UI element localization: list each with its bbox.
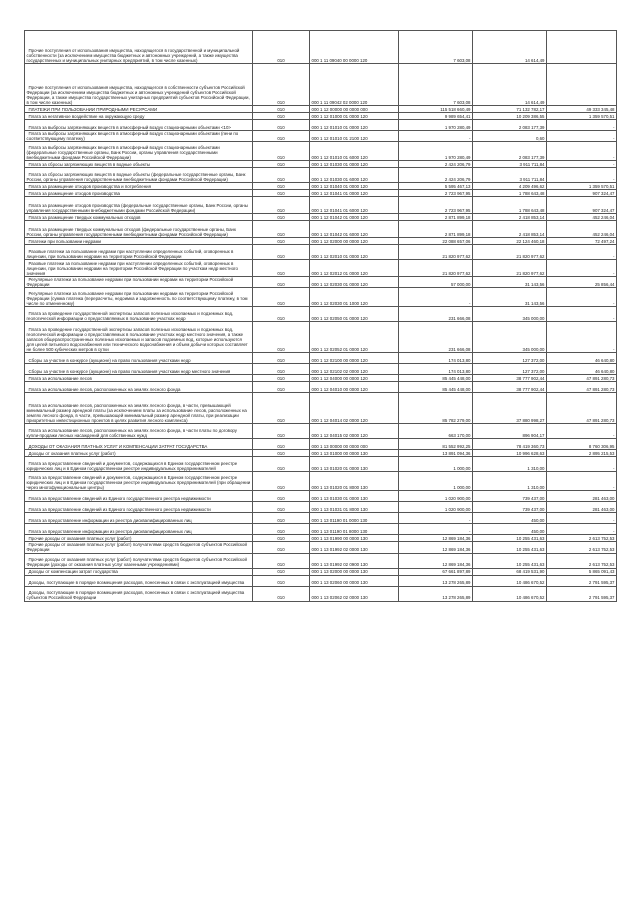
table-row [25, 322, 617, 353]
row-line-code: 010 [253, 575, 310, 586]
row-name: ДОХОДЫ ОТ ОКАЗАНИЯ ПЛАТНЫХ УСЛУГ И КОМПЕНСАЦИИ ЗАТРАТ ГОСУДАРСТВА [25, 439, 253, 450]
row-unexecuted-amount: - [547, 457, 617, 472]
row-line-code: 010 [253, 353, 310, 364]
row-executed-amount: 345 000,00 [473, 322, 547, 353]
row-executed-amount: 22 124 460,18 [473, 238, 547, 245]
row-line-code: 010 [253, 214, 310, 221]
row-line-code: 010 [253, 553, 310, 568]
row-approved-amount: 2 871 899,18 [399, 221, 473, 238]
row-budget-code: 000 1 12 01042 01 6000 120 [310, 221, 399, 238]
row-line-code: 010 [253, 586, 310, 601]
row-approved-amount: 85 445 448,00 [399, 375, 473, 382]
table-row [25, 31, 617, 64]
table-row [25, 106, 617, 113]
row-budget-code: 000 1 12 01000 01 0000 120 [310, 113, 399, 120]
row-unexecuted-amount: 8 760 306,95 [547, 439, 617, 450]
row-line-code: 010 [253, 472, 310, 491]
row-unexecuted-amount: 2 791 595,37 [547, 575, 617, 586]
row-executed-amount: 127 372,00 [473, 353, 547, 364]
row-executed-amount: 4 209 496,62 [473, 183, 547, 190]
row-unexecuted-amount: - [547, 524, 617, 535]
row-executed-amount: 31 143,56 [473, 277, 547, 288]
row-unexecuted-amount: - [547, 131, 617, 142]
row-budget-code: 000 1 12 02052 01 0000 120 [310, 322, 399, 353]
row-executed-amount: 14 614,49 [473, 64, 547, 106]
row-name: Плата за использование лесов, расположенных на землях лесного фонда [25, 382, 253, 393]
table-row [25, 168, 617, 183]
row-line-code: 010 [253, 221, 310, 238]
row-budget-code: 000 1 13 01190 01 8000 130 [310, 524, 399, 535]
row-budget-code: 000 1 13 01000 00 0000 130 [310, 450, 399, 457]
table-row [25, 277, 617, 288]
row-unexecuted-amount: 47 891 280,73 [547, 382, 617, 393]
table-row [25, 568, 617, 575]
row-executed-amount: 78 419 360,73 [473, 439, 547, 450]
row-unexecuted-amount: 452 246,04 [547, 221, 617, 238]
row-executed-amount: 739 437,00 [473, 502, 547, 513]
row-approved-amount: - [399, 513, 473, 524]
row-name: Доходы, поступающие в порядке возмещения расходов, понесенных в связи с эксплуатацией имущества [25, 575, 253, 586]
row-executed-amount: 2 083 177,39 [473, 120, 547, 131]
row-name: Прочие поступления от использования имущества, находящегося в государственной и муниципальной собственности (за исключением имущества бюджетных и автономных учреждений, а также имущества государственных и муниципальных унитарных предприятий, в том числе казенных) [25, 31, 253, 64]
row-unexecuted-amount [547, 31, 617, 64]
row-name: Доходы, поступающие в порядке возмещения расходов, понесенных в связи с эксплуатацией имущества субъектов Российской Федерации [25, 586, 253, 601]
row-name: Плата за предоставление сведений и документов, содержащихся в Едином государственном реестре юридических лиц и в Едином государственном реестре индивидуальных предпринимателей [25, 457, 253, 472]
row-line-code: 010 [253, 375, 310, 382]
row-name: Плата за размещение отходов производства (федеральные государственные органы, Банк России, органы управления государственными внебюджетными фондами Российской Федерации) [25, 197, 253, 214]
row-name: Плата за размещение отходов производства [25, 190, 253, 197]
row-name: Сборы за участие в конкурсе (аукционе) на право пользования участками недр [25, 353, 253, 364]
row-budget-code: 000 1 12 01042 01 0000 120 [310, 214, 399, 221]
revenue-table-body [25, 31, 617, 602]
table-row [25, 424, 617, 439]
row-approved-amount: 1 020 900,00 [399, 502, 473, 513]
row-unexecuted-amount: 2 791 595,37 [547, 586, 617, 601]
table-row [25, 131, 617, 142]
row-budget-code: 000 1 12 01010 01 2100 120 [310, 131, 399, 142]
row-approved-amount: 9 989 654,41 [399, 113, 473, 120]
table-row [25, 450, 617, 457]
row-name: Плата за размещение твердых коммунальных отходов [25, 214, 253, 221]
table-row [25, 113, 617, 120]
row-executed-amount: 345 000,00 [473, 307, 547, 322]
row-executed-amount: 68 419 531,90 [473, 568, 547, 575]
row-budget-code: 000 1 12 04015 02 0000 120 [310, 424, 399, 439]
row-unexecuted-amount: 47 891 280,73 [547, 375, 617, 382]
row-line-code: 010 [253, 502, 310, 513]
table-row [25, 161, 617, 168]
row-line-code: 010 [253, 245, 310, 260]
row-unexecuted-amount: 47 891 280,73 [547, 393, 617, 424]
row-executed-amount: 1 788 643,48 [473, 197, 547, 214]
row-approved-amount: 231 666,08 [399, 322, 473, 353]
row-executed-amount: 21 820 977,62 [473, 245, 547, 260]
row-budget-code: 000 1 13 01990 00 0000 130 [310, 535, 399, 542]
row-approved-amount: - [399, 288, 473, 307]
row-name: Плата за проведение государственной экспертизы запасов полезных ископаемых и подземных вод, геологической информации о предоставляемых в пользование участках недр местного значения, а также запасов общераспространенных полезных ископаемых и запасов подземных вод, которые используются для целей питьевого водоснабжения или технического водоснабжения и объем добычи которых составляет не более 500 кубических метров в сутки [25, 322, 253, 353]
row-budget-code: 000 1 12 02030 01 1000 120 [310, 288, 399, 307]
row-line-code: 010 [253, 142, 310, 161]
row-unexecuted-amount: 46 640,80 [547, 364, 617, 375]
row-name: Разовые платежи за пользование недрами при наступлении определенных событий, оговоренных в лицензии, при пользовании недрами на территории Российской Федерации [25, 245, 253, 260]
row-budget-code: 000 1 12 02010 01 0000 120 [310, 245, 399, 260]
row-name: Плата за проведение государственной экспертизы запасов полезных ископаемых и подземных вод, геологической информации о предоставляемых в пользование участках недр [25, 307, 253, 322]
table-row [25, 502, 617, 513]
row-budget-code: 000 1 12 01040 01 0000 120 [310, 183, 399, 190]
row-name: Плата за предоставление информации из реестра дисквалифицированных лиц [25, 524, 253, 535]
row-budget-code: 000 1 13 02060 00 0000 130 [310, 575, 399, 586]
row-executed-amount: 37 880 998,27 [473, 393, 547, 424]
row-line-code: 010 [253, 197, 310, 214]
row-line-code: 010 [253, 542, 310, 553]
row-unexecuted-amount: - [547, 245, 617, 260]
row-approved-amount: - [399, 524, 473, 535]
row-executed-amount: 38 777 902,44 [473, 382, 547, 393]
row-unexecuted-amount: 2 613 752,53 [547, 542, 617, 553]
row-unexecuted-amount: 907 324,47 [547, 197, 617, 214]
row-line-code: 010 [253, 322, 310, 353]
row-executed-amount: 2 418 853,14 [473, 214, 547, 221]
row-executed-amount: 450,00 [473, 524, 547, 535]
row-name: Плата за выбросы загрязняющих веществ в атмосферный воздух стационарными объектами (федеральные государственные органы, Банк России, органы управления государственными внебюджетными фондами Российской Федерации) [25, 142, 253, 161]
row-approved-amount: 85 782 279,00 [399, 393, 473, 424]
row-executed-amount: 10 486 670,52 [473, 586, 547, 601]
row-line-code: 010 [253, 424, 310, 439]
table-row [25, 575, 617, 586]
row-unexecuted-amount: 2 613 752,53 [547, 535, 617, 542]
row-line-code: 010 [253, 31, 310, 64]
table-row [25, 439, 617, 450]
row-name: Прочие поступления от использования имущества, находящегося в собственности субъектов Российской Федерации (за исключением имущества бюджетных и автономных учреждений субъектов Российской Федерации, а также имущества государственных унитарных предприятий субъектов Российской Федерации, в том числе казенных) [25, 64, 253, 106]
row-unexecuted-amount: 281 463,00 [547, 491, 617, 502]
row-name: Плата за выбросы загрязняющих веществ в атмосферный воздух стационарными объектами (пени по соответствующему платежу) [25, 131, 253, 142]
row-name: Регулярные платежи за пользование недрами при пользовании недрами на территории Российской Федерации [25, 277, 253, 288]
row-unexecuted-amount: 907 324,47 [547, 190, 617, 197]
row-line-code: 010 [253, 183, 310, 190]
row-budget-code: 000 1 11 09042 02 0000 120 [310, 64, 399, 106]
row-approved-amount: 12 869 184,36 [399, 535, 473, 542]
row-name: Плата за предоставление сведений из Единого государственного реестра недвижимости [25, 502, 253, 513]
revenue-table [24, 30, 617, 602]
row-name: Сборы за участие в конкурсе (аукционе) на право пользования участками недр местного значения [25, 364, 253, 375]
table-row [25, 190, 617, 197]
table-row [25, 542, 617, 553]
row-budget-code: 000 1 12 01041 01 0000 120 [310, 190, 399, 197]
row-name: Прочие доходы от оказания платных услуг (работ) получателями средств бюджетов субъектов Российской Федерации (доходы от оказания платных услуг казенными учреждениями) [25, 553, 253, 568]
row-line-code: 010 [253, 513, 310, 524]
row-executed-amount: 10 255 431,63 [473, 553, 547, 568]
row-name: Плата за размещение отходов производства и потребления [25, 183, 253, 190]
table-row [25, 524, 617, 535]
row-name: Плата за сбросы загрязняющих веществ в водные объекты [25, 161, 253, 168]
row-approved-amount: 12 869 184,36 [399, 553, 473, 568]
table-row [25, 245, 617, 260]
row-line-code: 010 [253, 120, 310, 131]
row-unexecuted-amount: - [547, 168, 617, 183]
table-row [25, 472, 617, 491]
row-budget-code: 000 1 12 01030 01 6000 120 [310, 168, 399, 183]
row-name: Регулярные платежи за пользование недрами при пользовании недрами на территории Российской Федерации (сумма платежа (перерасчеты, недоимка и задолженность по соответствующему платежу, в том числе по отмененному) [25, 288, 253, 307]
row-unexecuted-amount: - [547, 513, 617, 524]
table-row [25, 120, 617, 131]
table-row [25, 353, 617, 364]
row-executed-amount: 896 904,17 [473, 424, 547, 439]
row-unexecuted-amount: 72 497,24 [547, 238, 617, 245]
row-name: Плата за предоставление информации из реестра дисквалифицированных лиц [25, 513, 253, 524]
row-budget-code: 000 1 12 04000 00 0000 120 [310, 375, 399, 382]
row-budget-code: 000 1 12 02012 01 0000 120 [310, 260, 399, 277]
row-budget-code: 000 1 12 02050 01 0000 120 [310, 307, 399, 322]
row-unexecuted-amount: - [547, 142, 617, 161]
table-row [25, 393, 617, 424]
row-approved-amount: 115 518 660,49 [399, 106, 473, 113]
row-executed-amount: 38 777 902,44 [473, 375, 547, 382]
row-executed-amount: 1 310,00 [473, 457, 547, 472]
row-approved-amount: 2 424 206,79 [399, 161, 473, 168]
row-budget-code: 000 1 12 01010 01 6000 120 [310, 142, 399, 161]
row-budget-code: 000 1 13 00000 00 0000 000 [310, 439, 399, 450]
row-line-code: 010 [253, 393, 310, 424]
row-unexecuted-amount [547, 64, 617, 106]
row-approved-amount: 174 013,80 [399, 353, 473, 364]
row-approved-amount: 12 869 184,36 [399, 542, 473, 553]
row-budget-code: 000 1 13 01992 02 0000 130 [310, 542, 399, 553]
table-row [25, 586, 617, 601]
row-unexecuted-amount: - [547, 260, 617, 277]
row-name: Доходы от компенсации затрат государства [25, 568, 253, 575]
row-name: Плата за предоставление сведений из Единого государственного реестра недвижимости [25, 491, 253, 502]
table-row [25, 513, 617, 524]
row-line-code: 010 [253, 64, 310, 106]
row-unexecuted-amount: 49 333 345,48 [547, 106, 617, 113]
row-name: Плата за использование лесов [25, 375, 253, 382]
row-line-code: 010 [253, 491, 310, 502]
table-row [25, 64, 617, 106]
row-name: Плата за использование лесов, расположенных на землях лесного фонда, в части платы по договору купли-продажи лесных насаждений для собственных нужд [25, 424, 253, 439]
row-budget-code: 000 1 11 09040 00 0000 120 [310, 31, 399, 64]
row-line-code: 010 [253, 260, 310, 277]
row-unexecuted-amount: - [547, 120, 617, 131]
row-budget-code: 000 1 12 00000 00 0000 000 [310, 106, 399, 113]
row-unexecuted-amount: 1 359 570,51 [547, 183, 617, 190]
row-unexecuted-amount: - [547, 161, 617, 168]
row-approved-amount: 13 278 265,89 [399, 575, 473, 586]
row-budget-code: 000 1 12 01041 01 6000 120 [310, 197, 399, 214]
row-unexecuted-amount: 25 856,44 [547, 277, 617, 288]
row-line-code: 010 [253, 457, 310, 472]
row-executed-amount: 127 372,00 [473, 364, 547, 375]
row-approved-amount: 1 000,00 [399, 472, 473, 491]
row-executed-amount: 10 996 628,63 [473, 450, 547, 457]
row-name: Плата за использование лесов, расположенных на землях лесного фонда, в части, превышающей минимальный размер арендной платы (за исключением платы за использование лесов, расположенных на землях лесного фонда, в части, превышающей минимальный размер арендной платы, при реализации приоритетных инвестиционных проектов в целях развития лесного комплекса) [25, 393, 253, 424]
row-executed-amount: 10 209 386,55 [473, 113, 547, 120]
row-approved-amount: 2 723 967,95 [399, 190, 473, 197]
row-approved-amount: 1 970 280,49 [399, 120, 473, 131]
table-row [25, 214, 617, 221]
row-line-code: 010 [253, 161, 310, 168]
row-budget-code: 000 1 12 04010 00 0000 120 [310, 382, 399, 393]
row-approved-amount: 85 445 448,00 [399, 382, 473, 393]
table-row [25, 260, 617, 277]
row-budget-code: 000 1 13 01020 01 8000 130 [310, 472, 399, 491]
row-unexecuted-amount: 281 463,00 [547, 502, 617, 513]
row-approved-amount: 2 871 899,18 [399, 214, 473, 221]
row-approved-amount: 5 595 467,13 [399, 183, 473, 190]
row-budget-code: 000 1 13 01020 01 0000 130 [310, 457, 399, 472]
row-name: Плата за предоставление сведений и документов, содержащихся в Едином государственном реестре юридических лиц и в Едином государственном реестре индивидуальных предпринимателей (при обращении через многофункциональные центры) [25, 472, 253, 491]
row-executed-amount: 10 255 431,63 [473, 542, 547, 553]
row-approved-amount: 21 820 977,62 [399, 260, 473, 277]
row-unexecuted-amount: - [547, 307, 617, 322]
row-approved-amount: 13 891 094,36 [399, 450, 473, 457]
row-budget-code: 000 1 12 02030 01 0000 120 [310, 277, 399, 288]
row-approved-amount: 2 424 206,79 [399, 168, 473, 183]
table-row [25, 375, 617, 382]
row-line-code: 010 [253, 131, 310, 142]
row-executed-amount: 2 418 853,14 [473, 221, 547, 238]
row-line-code: 010 [253, 450, 310, 457]
row-unexecuted-amount: - [547, 288, 617, 307]
row-executed-amount: 450,00 [473, 513, 547, 524]
row-budget-code: 000 1 12 01030 01 0000 120 [310, 161, 399, 168]
row-approved-amount: 21 820 977,62 [399, 245, 473, 260]
row-approved-amount: 67 661 897,89 [399, 568, 473, 575]
row-approved-amount: - [399, 131, 473, 142]
row-approved-amount: 7 603,08 [399, 31, 473, 64]
row-approved-amount: 81 552 992,25 [399, 439, 473, 450]
table-row [25, 238, 617, 245]
row-unexecuted-amount: 5 865 091,43 [547, 568, 617, 575]
row-line-code: 010 [253, 524, 310, 535]
table-row [25, 553, 617, 568]
row-budget-code: 000 1 13 01031 01 8000 130 [310, 502, 399, 513]
table-row [25, 457, 617, 472]
report-page [24, 30, 616, 602]
row-line-code: 010 [253, 364, 310, 375]
row-executed-amount: 3 911 711,84 [473, 168, 547, 183]
row-line-code: 010 [253, 535, 310, 542]
row-line-code: 010 [253, 307, 310, 322]
row-unexecuted-amount: 452 246,04 [547, 214, 617, 221]
row-name: Разовые платежи за пользование недрами при наступлении определенных событий, оговоренных в лицензии, при пользовании недрами на территории Российской Федерации по участкам недр местного значения [25, 260, 253, 277]
row-unexecuted-amount: 2 895 215,53 [547, 450, 617, 457]
row-line-code: 010 [253, 168, 310, 183]
row-approved-amount: 1 020 900,00 [399, 491, 473, 502]
row-executed-amount: 2 083 177,39 [473, 142, 547, 161]
row-executed-amount: 31 143,56 [473, 288, 547, 307]
row-name: Плата за сбросы загрязняющих веществ в водные объекты (федеральные государственные органы, Банк России, органы управления государственными внебюджетными фондами Российской Федерации) [25, 168, 253, 183]
row-unexecuted-amount: 2 613 752,53 [547, 553, 617, 568]
row-executed-amount: 10 486 670,52 [473, 575, 547, 586]
row-budget-code: 000 1 12 01010 01 0000 120 [310, 120, 399, 131]
row-name: Прочие доходы от оказания платных услуг (работ) получателями средств бюджетов субъектов Российской Федерации [25, 542, 253, 553]
row-name: ПЛАТЕЖИ ПРИ ПОЛЬЗОВАНИИ ПРИРОДНЫМИ РЕСУРСАМИ [25, 106, 253, 113]
row-approved-amount: 22 088 657,06 [399, 238, 473, 245]
row-budget-code: 000 1 13 02000 00 0000 130 [310, 568, 399, 575]
table-row [25, 382, 617, 393]
row-name: Плата за размещение твердых коммунальных отходов (федеральные государственные органы, Банк России, органы управления государственными внебюджетными фондами Российской Федерации) [25, 221, 253, 238]
row-approved-amount: 1 970 280,49 [399, 142, 473, 161]
row-executed-amount: 1 788 643,48 [473, 190, 547, 197]
table-row [25, 364, 617, 375]
table-row [25, 288, 617, 307]
row-approved-amount: 231 666,08 [399, 307, 473, 322]
row-line-code: 010 [253, 277, 310, 288]
row-executed-amount: 1 310,00 [473, 472, 547, 491]
row-line-code: 010 [253, 113, 310, 120]
row-budget-code: 000 1 12 02000 00 0000 120 [310, 238, 399, 245]
row-approved-amount: 7 603,08 [399, 64, 473, 106]
row-approved-amount: 174 013,80 [399, 364, 473, 375]
row-name: Плата за выбросы загрязняющих веществ в атмосферный воздух стационарными объектами <10> [25, 120, 253, 131]
table-row [25, 197, 617, 214]
row-unexecuted-amount: - [547, 472, 617, 491]
row-approved-amount: 1 000,00 [399, 457, 473, 472]
row-approved-amount: 663 170,00 [399, 424, 473, 439]
row-executed-amount: 3 911 711,84 [473, 161, 547, 168]
row-executed-amount: 739 437,00 [473, 491, 547, 502]
row-line-code: 010 [253, 288, 310, 307]
row-budget-code: 000 1 12 02102 02 0000 120 [310, 364, 399, 375]
row-name: Доходы от оказания платных услуг (работ) [25, 450, 253, 457]
row-line-code: 010 [253, 106, 310, 113]
row-budget-code: 000 1 13 02062 02 0000 130 [310, 586, 399, 601]
row-line-code: 010 [253, 238, 310, 245]
row-name: Платежи при пользовании недрами [25, 238, 253, 245]
row-name: Плата за негативное воздействие на окружающую среду [25, 113, 253, 120]
table-row [25, 142, 617, 161]
table-row [25, 221, 617, 238]
row-budget-code: 000 1 12 04014 02 0000 120 [310, 393, 399, 424]
row-executed-amount: 10 255 431,63 [473, 535, 547, 542]
row-executed-amount: 71 132 782,17 [473, 106, 547, 113]
row-unexecuted-amount: 1 359 570,51 [547, 113, 617, 120]
row-executed-amount: 14 614,49 [473, 31, 547, 64]
row-line-code: 010 [253, 439, 310, 450]
row-approved-amount: 57 000,00 [399, 277, 473, 288]
row-unexecuted-amount: 46 640,80 [547, 353, 617, 364]
row-name: Прочие доходы от оказания платных услуг (работ) [25, 535, 253, 542]
row-budget-code: 000 1 12 02100 00 0000 120 [310, 353, 399, 364]
row-line-code: 010 [253, 382, 310, 393]
row-budget-code: 000 1 13 01190 01 0000 130 [310, 513, 399, 524]
row-line-code: 010 [253, 568, 310, 575]
table-row [25, 307, 617, 322]
row-executed-amount: 0,60 [473, 131, 547, 142]
row-unexecuted-amount: - [547, 322, 617, 353]
table-row [25, 491, 617, 502]
row-approved-amount: 13 278 265,89 [399, 586, 473, 601]
table-row [25, 183, 617, 190]
row-executed-amount: 21 820 977,62 [473, 260, 547, 277]
table-row [25, 535, 617, 542]
row-budget-code: 000 1 13 01992 02 0900 130 [310, 553, 399, 568]
row-budget-code: 000 1 13 01030 01 0000 130 [310, 491, 399, 502]
row-line-code: 010 [253, 190, 310, 197]
row-approved-amount: 2 723 967,95 [399, 197, 473, 214]
row-unexecuted-amount: - [547, 424, 617, 439]
